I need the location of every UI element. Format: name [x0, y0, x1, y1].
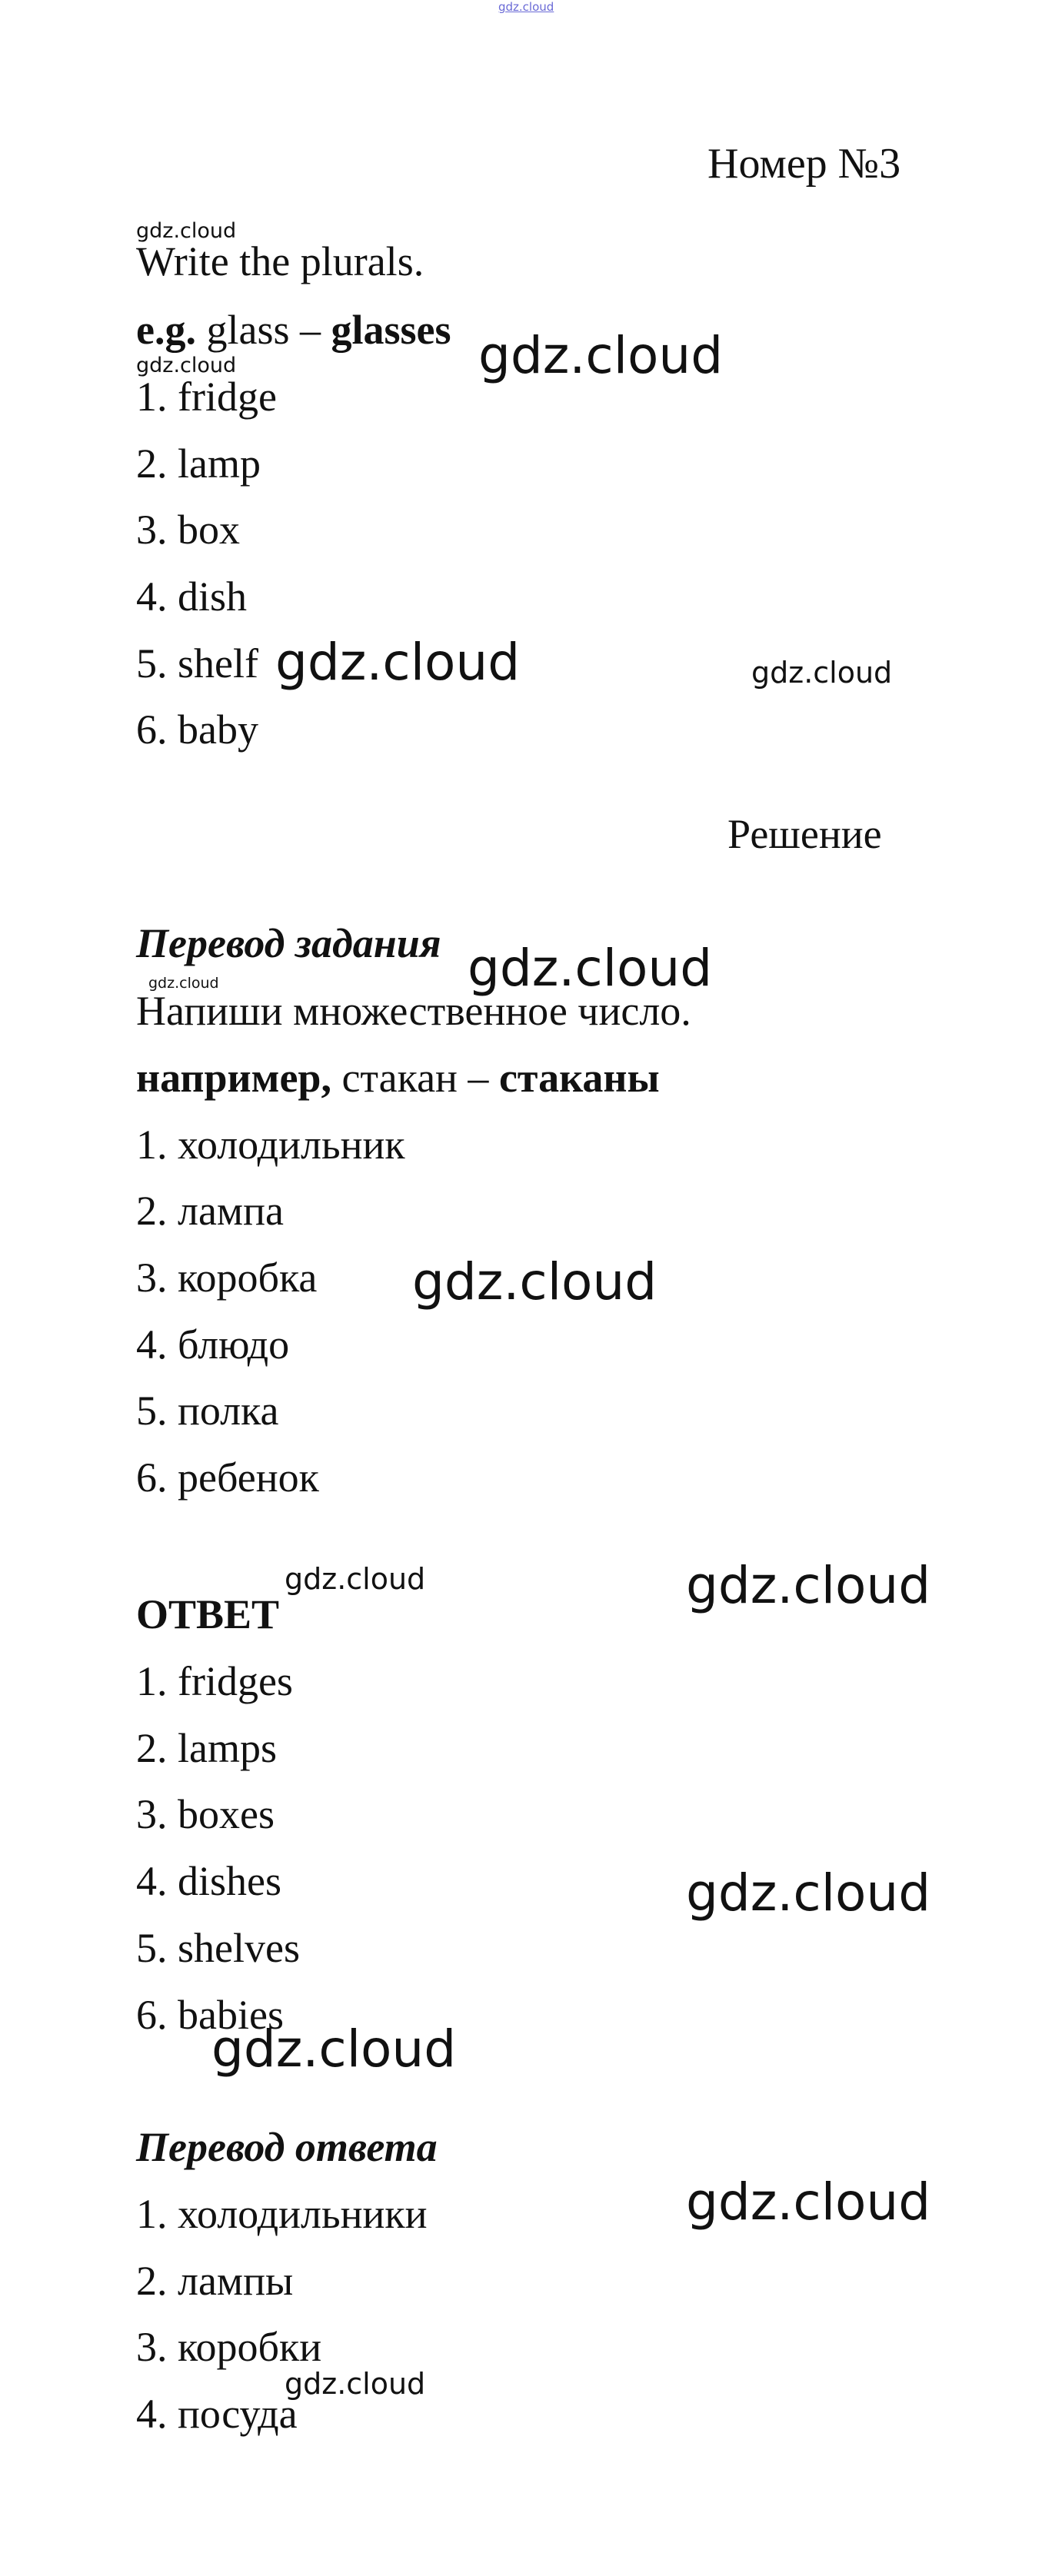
watermark-large: gdz.cloud: [686, 1863, 931, 1923]
example-prefix: e.g.: [136, 307, 196, 353]
watermark-large: gdz.cloud: [211, 2019, 457, 2079]
translation-item: 1. холодильник: [136, 1122, 405, 1168]
watermark-large: gdz.cloud: [686, 2172, 931, 2232]
example-word: glass –: [195, 307, 331, 353]
watermark-small: gdz.cloud: [136, 354, 237, 377]
answer-item: 1. fridges: [136, 1658, 293, 1704]
watermark-large: gdz.cloud: [686, 1556, 931, 1615]
task-item: 1. fridge: [136, 374, 277, 420]
task-item: 5. shelf: [136, 640, 258, 686]
watermark-medium: gdz.cloud: [751, 656, 893, 690]
task-number: Номер №3: [707, 140, 901, 188]
watermark-large: gdz.cloud: [478, 326, 724, 385]
answer-item: 4. dishes: [136, 1858, 281, 1904]
task-item: 6. baby: [136, 706, 258, 753]
translation-item: 4. блюдо: [136, 1321, 290, 1368]
answer-translation-item: 3. коробки: [136, 2324, 322, 2370]
answer-heading: ОТВЕТ: [136, 1591, 280, 1637]
task-instruction: Write the plurals.: [136, 238, 424, 284]
translation-heading: Перевод задания: [136, 920, 441, 966]
translation-item: 5. полка: [136, 1388, 279, 1434]
translation-example-answer: стаканы: [498, 1055, 660, 1101]
task-item: 3. box: [136, 507, 240, 553]
translation-item: 6. ребенок: [136, 1454, 319, 1501]
answer-translation-item: 4. посуда: [136, 2391, 298, 2437]
example-answer: glasses: [331, 307, 451, 353]
answer-item: 3. boxes: [136, 1791, 275, 1837]
watermark-large: gdz.cloud: [275, 633, 521, 692]
task-item: 4. dish: [136, 573, 248, 620]
watermark-top: gdz.cloud: [498, 0, 554, 14]
translation-item: 2. лампа: [136, 1188, 284, 1234]
answer-item: 2. lamps: [136, 1725, 277, 1771]
watermark-small: gdz.cloud: [136, 219, 237, 243]
translation-instruction: Напиши множественное число.: [136, 988, 691, 1034]
answer-item: 6. babies: [136, 1992, 284, 2038]
watermark-medium: gdz.cloud: [285, 1562, 426, 1596]
watermark-medium: gdz.cloud: [285, 2367, 426, 2401]
translation-example-prefix: например,: [136, 1055, 331, 1101]
task-example: [136, 309, 451, 351]
watermark-small: gdz.cloud: [148, 975, 219, 992]
translation-example: [136, 1057, 660, 1099]
answer-translation-heading: Перевод ответа: [136, 2124, 438, 2170]
answer-item: 5. shelves: [136, 1925, 300, 1971]
answer-translation-item: 1. холодильники: [136, 2191, 428, 2237]
answer-translation-item: 2. лампы: [136, 2258, 294, 2304]
translation-item: 3. коробка: [136, 1255, 318, 1301]
translation-example-word: стакан –: [331, 1055, 499, 1101]
watermark-large: gdz.cloud: [412, 1252, 658, 1311]
solution-label: Решение: [727, 811, 882, 857]
task-item: 2. lamp: [136, 440, 261, 487]
watermark-large: gdz.cloud: [468, 939, 713, 998]
